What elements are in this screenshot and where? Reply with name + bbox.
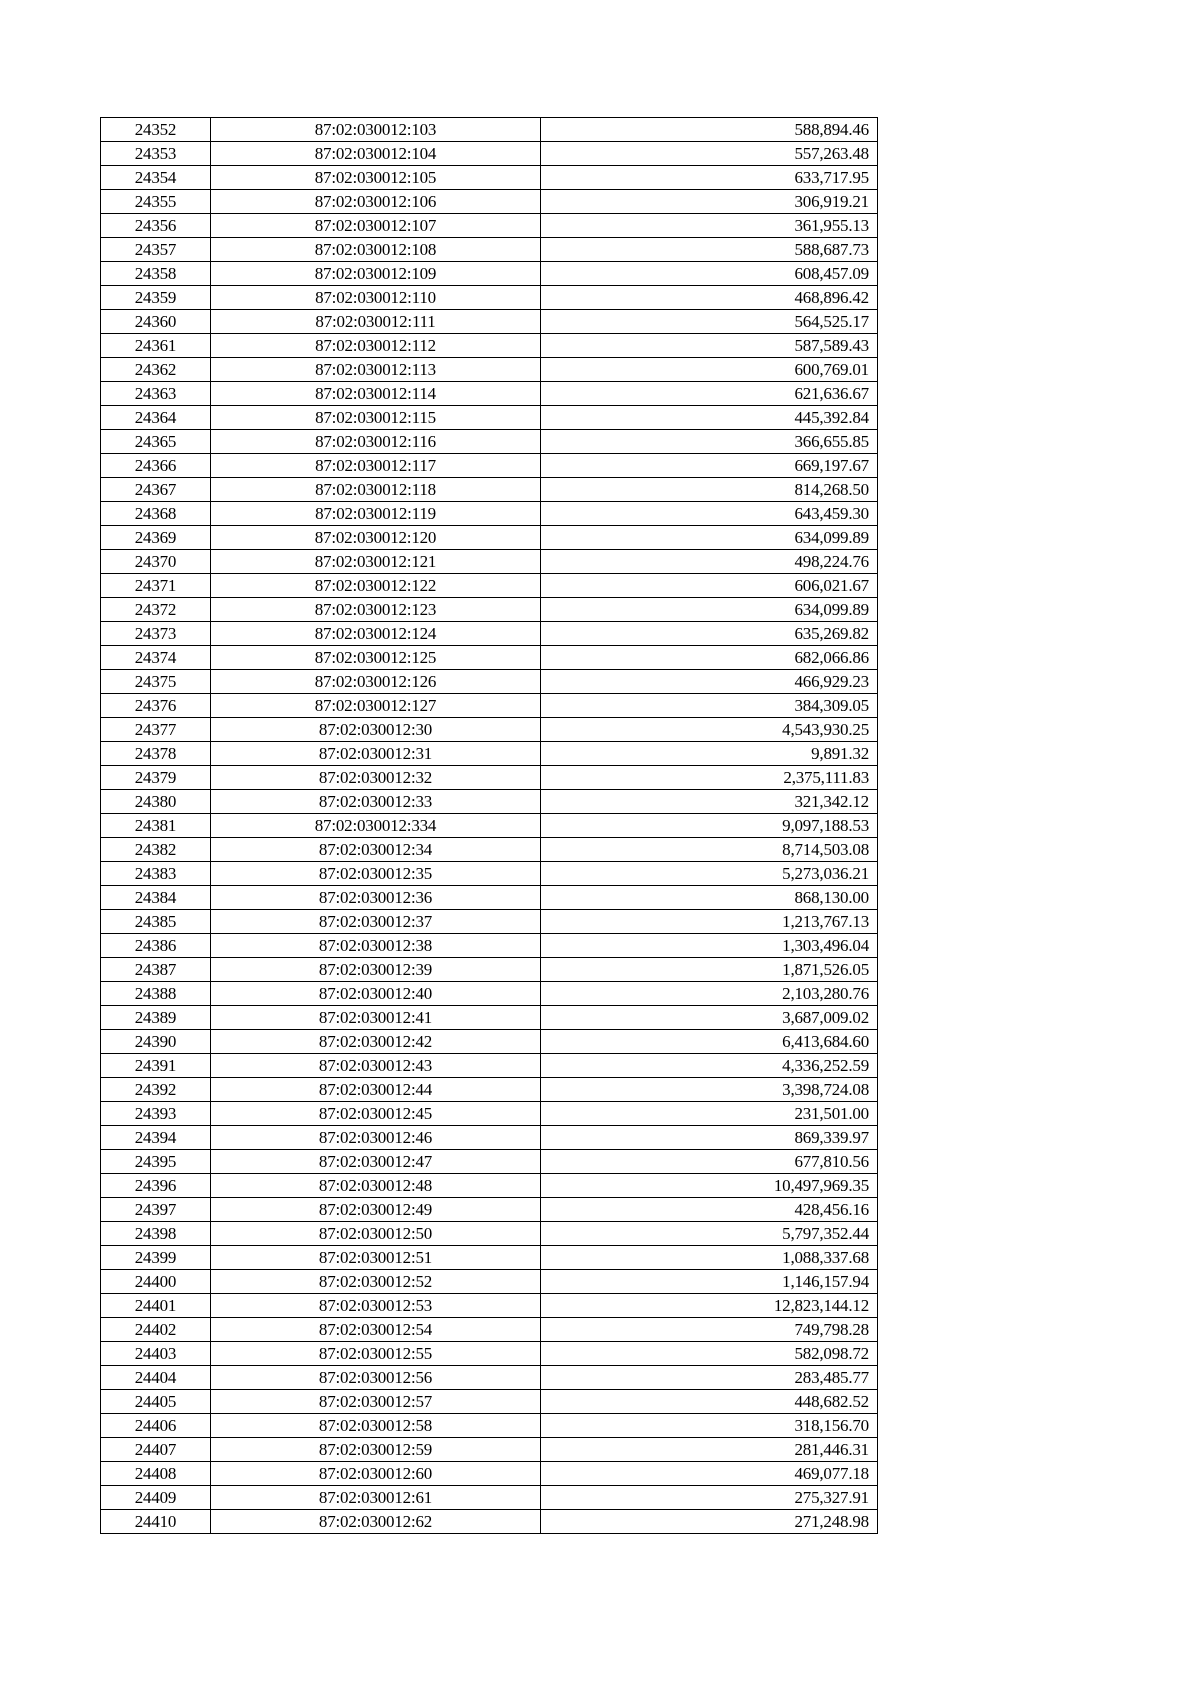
value-cell: 868,130.00 bbox=[541, 886, 878, 910]
cadastral-number-cell: 87:02:030012:107 bbox=[211, 214, 541, 238]
table-row bbox=[101, 910, 878, 934]
table-row bbox=[101, 382, 878, 406]
row-number-cell: 24363 bbox=[101, 382, 211, 406]
table-row bbox=[101, 190, 878, 214]
value-cell: 588,894.46 bbox=[541, 118, 878, 142]
table-row bbox=[101, 502, 878, 526]
table-row bbox=[101, 1510, 878, 1534]
row-number-cell: 24368 bbox=[101, 502, 211, 526]
cadastral-number-cell: 87:02:030012:52 bbox=[211, 1270, 541, 1294]
table-row bbox=[101, 574, 878, 598]
cadastral-number-cell: 87:02:030012:61 bbox=[211, 1486, 541, 1510]
cadastral-number-cell: 87:02:030012:36 bbox=[211, 886, 541, 910]
cadastral-number-cell: 87:02:030012:122 bbox=[211, 574, 541, 598]
row-number-cell: 24386 bbox=[101, 934, 211, 958]
row-number-cell: 24364 bbox=[101, 406, 211, 430]
cadastral-number-cell: 87:02:030012:49 bbox=[211, 1198, 541, 1222]
row-number-cell: 24384 bbox=[101, 886, 211, 910]
cadastral-number-cell: 87:02:030012:57 bbox=[211, 1390, 541, 1414]
table-row bbox=[101, 1030, 878, 1054]
row-number-cell: 24380 bbox=[101, 790, 211, 814]
value-cell: 4,336,252.59 bbox=[541, 1054, 878, 1078]
value-cell: 9,891.32 bbox=[541, 742, 878, 766]
row-number-cell: 24370 bbox=[101, 550, 211, 574]
table-row bbox=[101, 430, 878, 454]
value-cell: 564,525.17 bbox=[541, 310, 878, 334]
cadastral-number-cell: 87:02:030012:45 bbox=[211, 1102, 541, 1126]
row-number-cell: 24352 bbox=[101, 118, 211, 142]
cadastral-number-cell: 87:02:030012:60 bbox=[211, 1462, 541, 1486]
table-row bbox=[101, 1102, 878, 1126]
table-row bbox=[101, 958, 878, 982]
row-number-cell: 24374 bbox=[101, 646, 211, 670]
cadastral-number-cell: 87:02:030012:53 bbox=[211, 1294, 541, 1318]
cadastral-number-cell: 87:02:030012:47 bbox=[211, 1150, 541, 1174]
value-cell: 557,263.48 bbox=[541, 142, 878, 166]
value-cell: 2,375,111.83 bbox=[541, 766, 878, 790]
table-row bbox=[101, 982, 878, 1006]
value-cell: 606,021.67 bbox=[541, 574, 878, 598]
cadastral-number-cell: 87:02:030012:37 bbox=[211, 910, 541, 934]
row-number-cell: 24402 bbox=[101, 1318, 211, 1342]
value-cell: 275,327.91 bbox=[541, 1486, 878, 1510]
table-row bbox=[101, 1126, 878, 1150]
table-row bbox=[101, 118, 878, 142]
table-row bbox=[101, 1486, 878, 1510]
value-cell: 361,955.13 bbox=[541, 214, 878, 238]
row-number-cell: 24392 bbox=[101, 1078, 211, 1102]
row-number-cell: 24400 bbox=[101, 1270, 211, 1294]
table-row bbox=[101, 526, 878, 550]
value-cell: 468,896.42 bbox=[541, 286, 878, 310]
cadastral-number-cell: 87:02:030012:123 bbox=[211, 598, 541, 622]
value-cell: 498,224.76 bbox=[541, 550, 878, 574]
row-number-cell: 24382 bbox=[101, 838, 211, 862]
row-number-cell: 24358 bbox=[101, 262, 211, 286]
row-number-cell: 24401 bbox=[101, 1294, 211, 1318]
value-cell: 8,714,503.08 bbox=[541, 838, 878, 862]
row-number-cell: 24408 bbox=[101, 1462, 211, 1486]
value-cell: 428,456.16 bbox=[541, 1198, 878, 1222]
cadastral-number-cell: 87:02:030012:43 bbox=[211, 1054, 541, 1078]
value-cell: 1,146,157.94 bbox=[541, 1270, 878, 1294]
cadastral-number-cell: 87:02:030012:55 bbox=[211, 1342, 541, 1366]
value-cell: 1,213,767.13 bbox=[541, 910, 878, 934]
value-cell: 4,543,930.25 bbox=[541, 718, 878, 742]
cadastral-number-cell: 87:02:030012:124 bbox=[211, 622, 541, 646]
row-number-cell: 24377 bbox=[101, 718, 211, 742]
cadastral-number-cell: 87:02:030012:50 bbox=[211, 1222, 541, 1246]
row-number-cell: 24367 bbox=[101, 478, 211, 502]
row-number-cell: 24390 bbox=[101, 1030, 211, 1054]
table-row bbox=[101, 1414, 878, 1438]
value-cell: 321,342.12 bbox=[541, 790, 878, 814]
cadastral-number-cell: 87:02:030012:58 bbox=[211, 1414, 541, 1438]
table-row bbox=[101, 1174, 878, 1198]
row-number-cell: 24410 bbox=[101, 1510, 211, 1534]
value-cell: 12,823,144.12 bbox=[541, 1294, 878, 1318]
row-number-cell: 24404 bbox=[101, 1366, 211, 1390]
value-cell: 10,497,969.35 bbox=[541, 1174, 878, 1198]
cadastral-number-cell: 87:02:030012:46 bbox=[211, 1126, 541, 1150]
table-row bbox=[101, 214, 878, 238]
table-row bbox=[101, 814, 878, 838]
table-row bbox=[101, 358, 878, 382]
value-cell: 669,197.67 bbox=[541, 454, 878, 478]
cadastral-number-cell: 87:02:030012:59 bbox=[211, 1438, 541, 1462]
cadastral-number-cell: 87:02:030012:334 bbox=[211, 814, 541, 838]
table-row bbox=[101, 670, 878, 694]
cadastral-number-cell: 87:02:030012:48 bbox=[211, 1174, 541, 1198]
table-row bbox=[101, 742, 878, 766]
row-number-cell: 24379 bbox=[101, 766, 211, 790]
table-row bbox=[101, 454, 878, 478]
value-cell: 588,687.73 bbox=[541, 238, 878, 262]
row-number-cell: 24361 bbox=[101, 334, 211, 358]
table-row bbox=[101, 550, 878, 574]
row-number-cell: 24369 bbox=[101, 526, 211, 550]
row-number-cell: 24393 bbox=[101, 1102, 211, 1126]
row-number-cell: 24391 bbox=[101, 1054, 211, 1078]
table-row bbox=[101, 886, 878, 910]
table-row bbox=[101, 1054, 878, 1078]
table-row bbox=[101, 1342, 878, 1366]
row-number-cell: 24385 bbox=[101, 910, 211, 934]
value-cell: 3,687,009.02 bbox=[541, 1006, 878, 1030]
value-cell: 1,303,496.04 bbox=[541, 934, 878, 958]
table-body bbox=[101, 118, 878, 1534]
table-row bbox=[101, 1198, 878, 1222]
row-number-cell: 24360 bbox=[101, 310, 211, 334]
cadastral-number-cell: 87:02:030012:32 bbox=[211, 766, 541, 790]
table-row bbox=[101, 310, 878, 334]
value-cell: 634,099.89 bbox=[541, 526, 878, 550]
cadastral-number-cell: 87:02:030012:51 bbox=[211, 1246, 541, 1270]
table-row bbox=[101, 718, 878, 742]
table-row bbox=[101, 262, 878, 286]
table-row bbox=[101, 406, 878, 430]
table-row bbox=[101, 1438, 878, 1462]
table-row bbox=[101, 166, 878, 190]
value-cell: 5,797,352.44 bbox=[541, 1222, 878, 1246]
table-row bbox=[101, 1150, 878, 1174]
cadastral-number-cell: 87:02:030012:117 bbox=[211, 454, 541, 478]
value-cell: 445,392.84 bbox=[541, 406, 878, 430]
cadastral-number-cell: 87:02:030012:33 bbox=[211, 790, 541, 814]
cadastral-number-cell: 87:02:030012:126 bbox=[211, 670, 541, 694]
value-cell: 1,088,337.68 bbox=[541, 1246, 878, 1270]
cadastral-number-cell: 87:02:030012:56 bbox=[211, 1366, 541, 1390]
cadastral-number-cell: 87:02:030012:113 bbox=[211, 358, 541, 382]
value-cell: 621,636.67 bbox=[541, 382, 878, 406]
table-row bbox=[101, 646, 878, 670]
row-number-cell: 24375 bbox=[101, 670, 211, 694]
row-number-cell: 24403 bbox=[101, 1342, 211, 1366]
cadastral-number-cell: 87:02:030012:119 bbox=[211, 502, 541, 526]
data-table bbox=[100, 117, 878, 1534]
table-row bbox=[101, 1006, 878, 1030]
table-row bbox=[101, 334, 878, 358]
table-row bbox=[101, 1246, 878, 1270]
row-number-cell: 24357 bbox=[101, 238, 211, 262]
row-number-cell: 24398 bbox=[101, 1222, 211, 1246]
value-cell: 582,098.72 bbox=[541, 1342, 878, 1366]
row-number-cell: 24399 bbox=[101, 1246, 211, 1270]
table-row bbox=[101, 1270, 878, 1294]
row-number-cell: 24383 bbox=[101, 862, 211, 886]
cadastral-number-cell: 87:02:030012:31 bbox=[211, 742, 541, 766]
cadastral-number-cell: 87:02:030012:35 bbox=[211, 862, 541, 886]
value-cell: 749,798.28 bbox=[541, 1318, 878, 1342]
value-cell: 2,103,280.76 bbox=[541, 982, 878, 1006]
row-number-cell: 24356 bbox=[101, 214, 211, 238]
cadastral-number-cell: 87:02:030012:34 bbox=[211, 838, 541, 862]
row-number-cell: 24394 bbox=[101, 1126, 211, 1150]
value-cell: 466,929.23 bbox=[541, 670, 878, 694]
value-cell: 682,066.86 bbox=[541, 646, 878, 670]
value-cell: 366,655.85 bbox=[541, 430, 878, 454]
row-number-cell: 24371 bbox=[101, 574, 211, 598]
cadastral-number-cell: 87:02:030012:121 bbox=[211, 550, 541, 574]
value-cell: 318,156.70 bbox=[541, 1414, 878, 1438]
cadastral-number-cell: 87:02:030012:104 bbox=[211, 142, 541, 166]
table-row bbox=[101, 1078, 878, 1102]
cadastral-number-cell: 87:02:030012:118 bbox=[211, 478, 541, 502]
table-row bbox=[101, 1462, 878, 1486]
cadastral-number-cell: 87:02:030012:41 bbox=[211, 1006, 541, 1030]
table-row bbox=[101, 142, 878, 166]
row-number-cell: 24354 bbox=[101, 166, 211, 190]
row-number-cell: 24365 bbox=[101, 430, 211, 454]
row-number-cell: 24397 bbox=[101, 1198, 211, 1222]
value-cell: 6,413,684.60 bbox=[541, 1030, 878, 1054]
cadastral-number-cell: 87:02:030012:127 bbox=[211, 694, 541, 718]
table-row bbox=[101, 1318, 878, 1342]
value-cell: 587,589.43 bbox=[541, 334, 878, 358]
value-cell: 448,682.52 bbox=[541, 1390, 878, 1414]
value-cell: 469,077.18 bbox=[541, 1462, 878, 1486]
cadastral-number-cell: 87:02:030012:120 bbox=[211, 526, 541, 550]
table-row bbox=[101, 790, 878, 814]
cadastral-number-cell: 87:02:030012:112 bbox=[211, 334, 541, 358]
row-number-cell: 24372 bbox=[101, 598, 211, 622]
value-cell: 677,810.56 bbox=[541, 1150, 878, 1174]
cadastral-number-cell: 87:02:030012:114 bbox=[211, 382, 541, 406]
row-number-cell: 24359 bbox=[101, 286, 211, 310]
row-number-cell: 24353 bbox=[101, 142, 211, 166]
value-cell: 633,717.95 bbox=[541, 166, 878, 190]
row-number-cell: 24389 bbox=[101, 1006, 211, 1030]
cadastral-number-cell: 87:02:030012:116 bbox=[211, 430, 541, 454]
table-row bbox=[101, 622, 878, 646]
table-row bbox=[101, 478, 878, 502]
table-row bbox=[101, 1390, 878, 1414]
table-row bbox=[101, 862, 878, 886]
table-row bbox=[101, 694, 878, 718]
value-cell: 306,919.21 bbox=[541, 190, 878, 214]
table-row bbox=[101, 1222, 878, 1246]
cadastral-number-cell: 87:02:030012:106 bbox=[211, 190, 541, 214]
row-number-cell: 24366 bbox=[101, 454, 211, 478]
cadastral-number-cell: 87:02:030012:39 bbox=[211, 958, 541, 982]
table-row bbox=[101, 1366, 878, 1390]
row-number-cell: 24381 bbox=[101, 814, 211, 838]
cadastral-number-cell: 87:02:030012:115 bbox=[211, 406, 541, 430]
value-cell: 283,485.77 bbox=[541, 1366, 878, 1390]
value-cell: 869,339.97 bbox=[541, 1126, 878, 1150]
value-cell: 384,309.05 bbox=[541, 694, 878, 718]
value-cell: 9,097,188.53 bbox=[541, 814, 878, 838]
table-row bbox=[101, 238, 878, 262]
row-number-cell: 24407 bbox=[101, 1438, 211, 1462]
cadastral-number-cell: 87:02:030012:103 bbox=[211, 118, 541, 142]
value-cell: 5,273,036.21 bbox=[541, 862, 878, 886]
value-cell: 634,099.89 bbox=[541, 598, 878, 622]
row-number-cell: 24376 bbox=[101, 694, 211, 718]
value-cell: 600,769.01 bbox=[541, 358, 878, 382]
cadastral-number-cell: 87:02:030012:54 bbox=[211, 1318, 541, 1342]
row-number-cell: 24355 bbox=[101, 190, 211, 214]
cadastral-number-cell: 87:02:030012:110 bbox=[211, 286, 541, 310]
value-cell: 1,871,526.05 bbox=[541, 958, 878, 982]
value-cell: 635,269.82 bbox=[541, 622, 878, 646]
cadastral-number-cell: 87:02:030012:125 bbox=[211, 646, 541, 670]
cadastral-number-cell: 87:02:030012:105 bbox=[211, 166, 541, 190]
value-cell: 3,398,724.08 bbox=[541, 1078, 878, 1102]
table-row bbox=[101, 838, 878, 862]
row-number-cell: 24388 bbox=[101, 982, 211, 1006]
cadastral-number-cell: 87:02:030012:108 bbox=[211, 238, 541, 262]
value-cell: 814,268.50 bbox=[541, 478, 878, 502]
value-cell: 231,501.00 bbox=[541, 1102, 878, 1126]
row-number-cell: 24362 bbox=[101, 358, 211, 382]
cadastral-number-cell: 87:02:030012:42 bbox=[211, 1030, 541, 1054]
row-number-cell: 24396 bbox=[101, 1174, 211, 1198]
cadastral-number-cell: 87:02:030012:30 bbox=[211, 718, 541, 742]
cadastral-number-cell: 87:02:030012:38 bbox=[211, 934, 541, 958]
table-row bbox=[101, 598, 878, 622]
row-number-cell: 24395 bbox=[101, 1150, 211, 1174]
row-number-cell: 24406 bbox=[101, 1414, 211, 1438]
table-row bbox=[101, 766, 878, 790]
value-cell: 608,457.09 bbox=[541, 262, 878, 286]
table-row bbox=[101, 934, 878, 958]
value-cell: 271,248.98 bbox=[541, 1510, 878, 1534]
table-row bbox=[101, 286, 878, 310]
cadastral-number-cell: 87:02:030012:44 bbox=[211, 1078, 541, 1102]
cadastral-number-cell: 87:02:030012:109 bbox=[211, 262, 541, 286]
row-number-cell: 24405 bbox=[101, 1390, 211, 1414]
cadastral-number-cell: 87:02:030012:62 bbox=[211, 1510, 541, 1534]
row-number-cell: 24387 bbox=[101, 958, 211, 982]
value-cell: 643,459.30 bbox=[541, 502, 878, 526]
row-number-cell: 24378 bbox=[101, 742, 211, 766]
table-row bbox=[101, 1294, 878, 1318]
row-number-cell: 24409 bbox=[101, 1486, 211, 1510]
cadastral-number-cell: 87:02:030012:111 bbox=[211, 310, 541, 334]
value-cell: 281,446.31 bbox=[541, 1438, 878, 1462]
row-number-cell: 24373 bbox=[101, 622, 211, 646]
cadastral-number-cell: 87:02:030012:40 bbox=[211, 982, 541, 1006]
